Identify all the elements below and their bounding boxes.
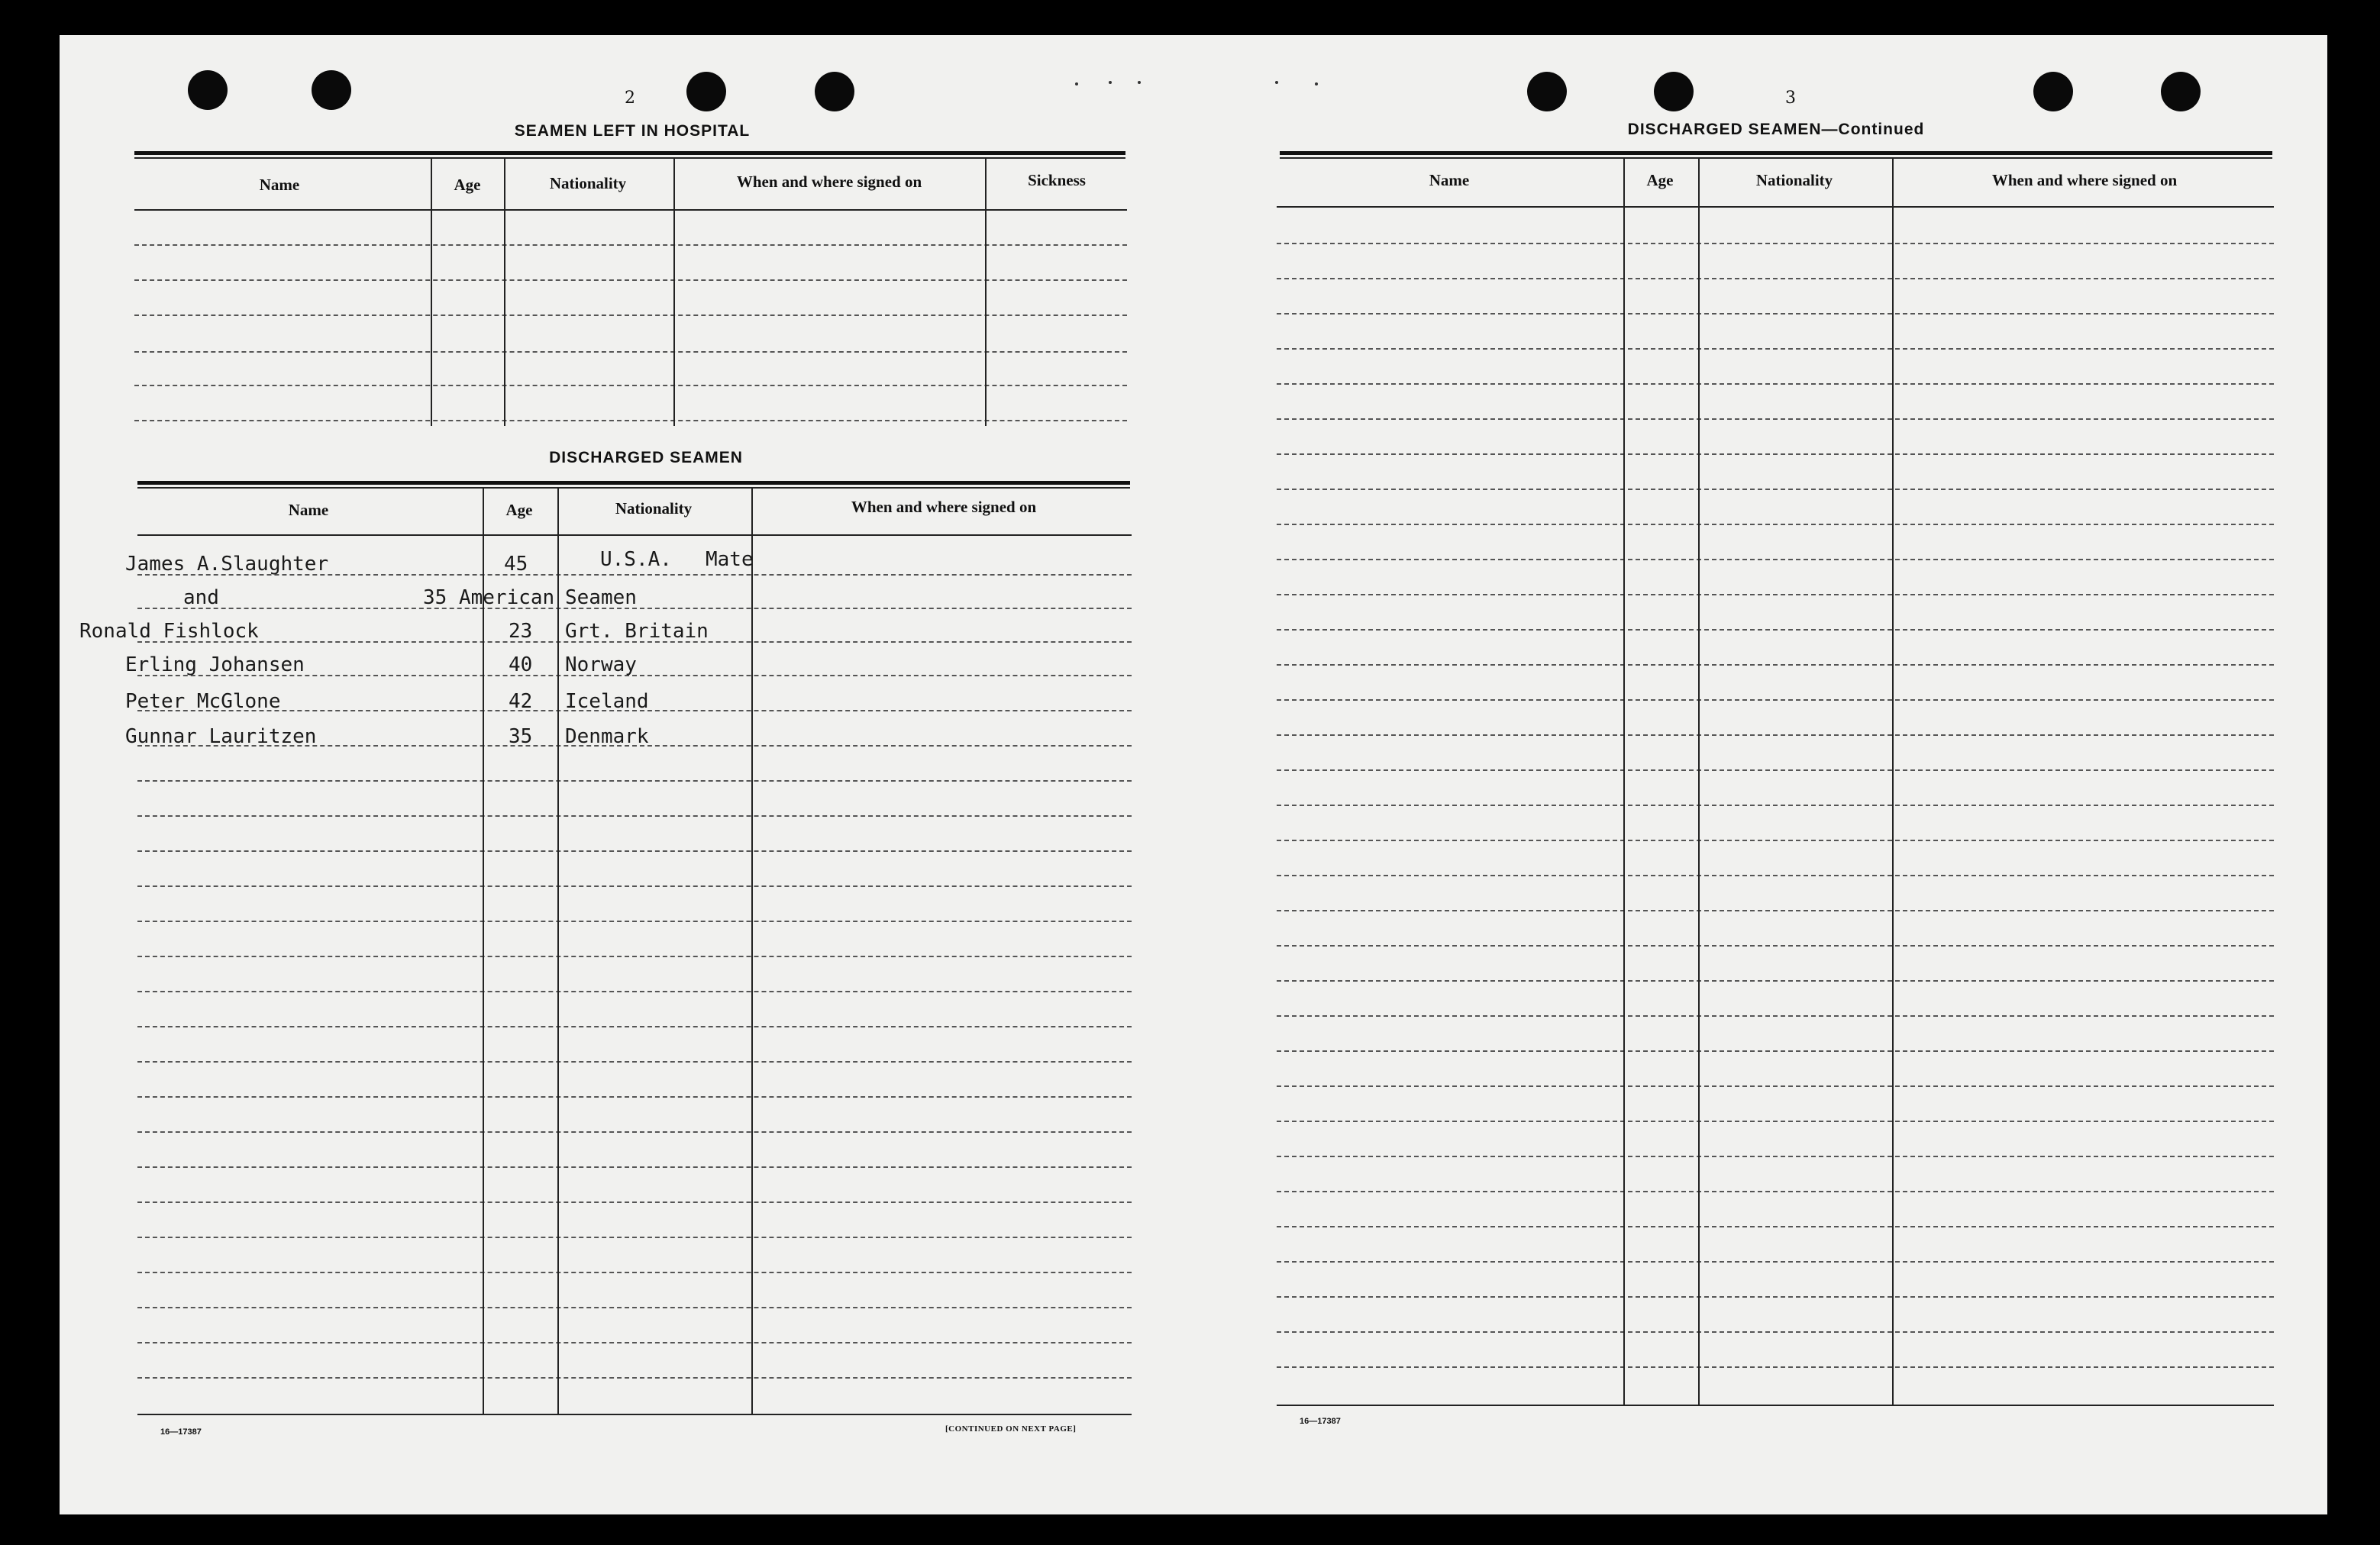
continued-header-signed-on: When and where signed on	[1991, 171, 2178, 189]
column-rule	[751, 489, 753, 1415]
column-rule	[1892, 159, 1894, 1406]
row-rule	[137, 780, 1132, 782]
row-rule	[1277, 559, 2274, 560]
continued-header-nationality: Nationality	[1755, 171, 1833, 189]
column-rule	[1623, 159, 1625, 1406]
row-rule	[137, 1342, 1132, 1343]
hospital-header-sickness: Sickness	[1028, 171, 1086, 189]
table-rule	[134, 157, 1125, 159]
row-rule	[137, 1201, 1132, 1203]
punch-hole	[312, 70, 351, 110]
row-rule	[1277, 875, 2274, 876]
row-rule	[137, 850, 1132, 852]
seaman-name: Ronald Fishlock	[79, 620, 259, 643]
punch-hole	[686, 72, 726, 111]
hospital-header-age: Age	[454, 176, 481, 194]
row-rule	[1277, 1226, 2274, 1227]
punch-hole	[1654, 72, 1694, 111]
seaman-age: 42	[509, 690, 533, 713]
row-rule	[1277, 1015, 2274, 1017]
seaman-name: James A.Slaughter	[125, 553, 329, 576]
seaman-name: Erling Johansen	[125, 653, 305, 676]
row-rule	[137, 1131, 1132, 1133]
row-rule	[1277, 278, 2274, 279]
row-rule	[137, 1272, 1132, 1273]
page-number-left: 2	[625, 89, 635, 108]
row-rule	[134, 420, 1127, 421]
row-rule	[1277, 1191, 2274, 1192]
column-rule	[557, 489, 559, 1415]
punch-hole	[815, 72, 854, 111]
row-rule	[1277, 1156, 2274, 1157]
row-rule	[1277, 699, 2274, 701]
speck	[1075, 82, 1078, 85]
seaman-nationality: Denmark	[565, 725, 649, 748]
row-rule	[134, 351, 1127, 353]
row-rule	[1277, 524, 2274, 525]
column-rule	[985, 159, 987, 426]
row-rule	[1277, 945, 2274, 947]
row-rule	[1277, 453, 2274, 455]
row-rule	[1277, 1121, 2274, 1122]
row-rule	[1277, 1331, 2274, 1333]
row-rule	[1277, 1296, 2274, 1298]
row-rule	[1277, 594, 2274, 595]
seaman-age: 23	[509, 620, 533, 643]
discharged-header-signed-on: When and where signed on	[851, 498, 1037, 516]
hospital-header-signed-on: When and where signed on	[736, 173, 922, 191]
row-rule	[1277, 910, 2274, 911]
title-main: DISCHARGED SEAMEN	[1627, 121, 1822, 138]
row-rule	[137, 1061, 1132, 1063]
table-rule	[1280, 151, 2272, 155]
seaman-nationality: U.S.A.	[600, 548, 672, 571]
discharged-table-title: DISCHARGED SEAMEN	[549, 449, 743, 466]
punch-hole	[2033, 72, 2073, 111]
form-number-left: 16—17387	[160, 1427, 202, 1437]
form-number-right: 16—17387	[1300, 1417, 1341, 1426]
row-rule	[1277, 805, 2274, 806]
seaman-nationality: Grt. Britain	[565, 620, 709, 643]
seaman-name: Peter McGlone	[125, 690, 281, 713]
seaman-age: 45	[504, 553, 528, 576]
row-rule	[1277, 769, 2274, 771]
row-rule	[1277, 840, 2274, 841]
continued-table-title	[1628, 121, 1925, 139]
table-rule	[137, 481, 1130, 485]
hospital-table-title: SEAMEN LEFT IN HOSPITAL	[514, 122, 751, 140]
row-rule	[137, 1307, 1132, 1308]
column-rule	[431, 159, 432, 426]
header-rule	[137, 534, 1132, 536]
row-rule	[137, 921, 1132, 922]
row-rule	[134, 244, 1127, 246]
row-rule	[137, 1377, 1132, 1379]
bottom-rule	[1277, 1405, 2274, 1406]
row-rule	[1277, 664, 2274, 666]
row-rule	[1277, 1050, 2274, 1052]
row-rule	[1277, 734, 2274, 736]
seaman-age: 35 American	[423, 586, 555, 609]
seaman-name: Gunnar Lauritzen	[125, 725, 317, 748]
row-rule	[1277, 383, 2274, 385]
row-rule	[1277, 629, 2274, 631]
discharged-header-age: Age	[505, 501, 533, 519]
seaman-rank: Mate	[706, 548, 754, 571]
row-rule	[1277, 243, 2274, 244]
row-rule	[1277, 348, 2274, 350]
row-rule	[137, 1166, 1132, 1168]
row-rule	[1277, 1085, 2274, 1087]
table-rule	[137, 487, 1130, 489]
header-rule	[134, 209, 1127, 211]
speck	[1138, 81, 1141, 84]
row-rule	[134, 385, 1127, 386]
seaman-age: 35	[509, 725, 533, 748]
row-rule	[134, 279, 1127, 281]
table-rule	[1280, 157, 2272, 159]
continued-header-age: Age	[1646, 171, 1674, 189]
punch-hole	[2161, 72, 2201, 111]
row-rule	[1277, 489, 2274, 490]
row-rule	[1277, 1366, 2274, 1368]
discharged-header-nationality: Nationality	[615, 499, 693, 518]
bottom-rule	[137, 1414, 1132, 1415]
row-rule	[1277, 980, 2274, 982]
row-rule	[137, 1237, 1132, 1238]
column-rule	[1698, 159, 1700, 1406]
speck	[1275, 81, 1278, 84]
continued-header-name: Name	[1429, 171, 1470, 189]
seaman-name: and	[183, 586, 219, 609]
row-rule	[137, 991, 1132, 992]
column-rule	[504, 159, 505, 426]
page-number-right: 3	[1785, 89, 1796, 108]
row-rule	[137, 885, 1132, 887]
row-rule	[137, 956, 1132, 957]
row-rule	[1277, 1261, 2274, 1263]
row-rule	[137, 1096, 1132, 1098]
hospital-header-nationality: Nationality	[549, 174, 627, 192]
row-rule	[1277, 313, 2274, 314]
row-rule	[137, 815, 1132, 817]
speck	[1315, 82, 1318, 85]
punch-hole	[188, 70, 228, 110]
header-rule	[1277, 206, 2274, 208]
table-rule	[134, 151, 1125, 155]
title-suffix: —Continued	[1821, 121, 1925, 138]
seaman-age: 40	[509, 653, 533, 676]
punch-hole	[1527, 72, 1567, 111]
row-rule	[1277, 418, 2274, 420]
seaman-nationality: Seamen	[565, 586, 637, 609]
document-sheet	[60, 35, 2327, 1514]
continued-note: [CONTINUED ON NEXT PAGE]	[945, 1424, 1077, 1434]
row-rule	[137, 1026, 1132, 1027]
seaman-nationality: Norway	[565, 653, 637, 676]
speck	[1109, 81, 1112, 84]
discharged-header-name: Name	[288, 501, 329, 519]
column-rule	[673, 159, 675, 426]
row-rule	[134, 314, 1127, 316]
hospital-header-name: Name	[259, 176, 300, 194]
seaman-nationality: Iceland	[565, 690, 649, 713]
column-rule	[483, 489, 484, 1415]
